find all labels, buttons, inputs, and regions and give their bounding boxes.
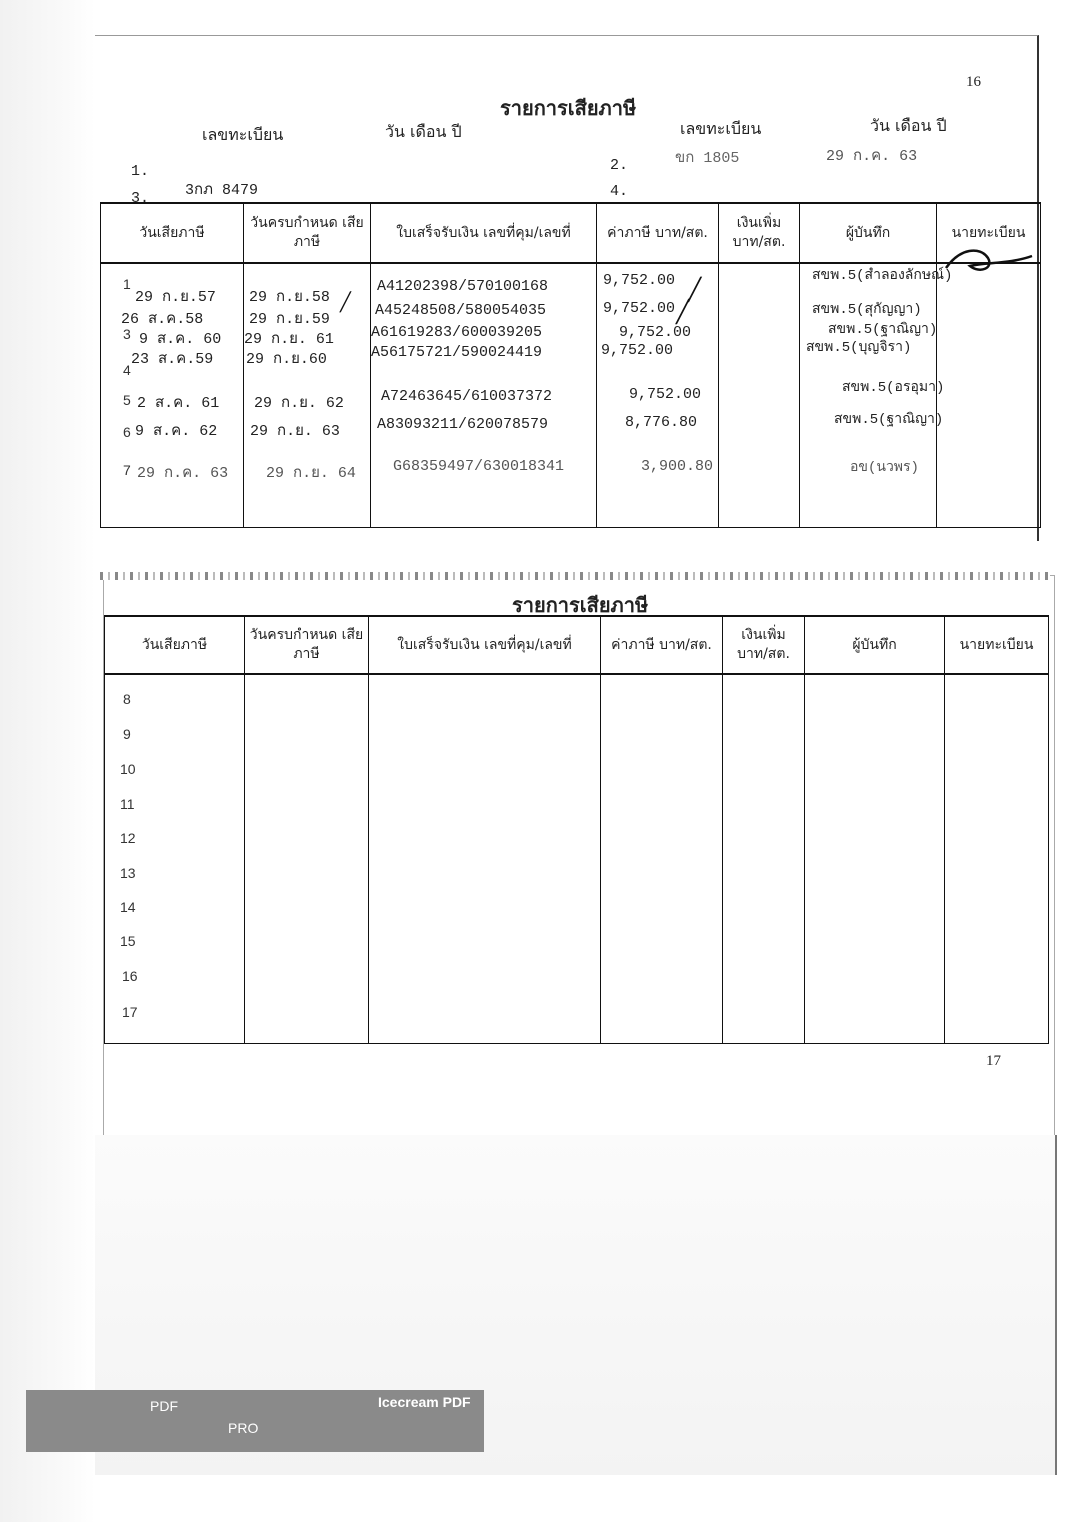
- page-title: รายการเสียภาษี: [500, 96, 637, 120]
- surcharge-column: [723, 674, 805, 1044]
- row-number: 1: [123, 276, 131, 292]
- row-number: 9: [123, 726, 131, 742]
- receipt-column: [371, 263, 597, 527]
- watermark-pdf-text: PDF: [150, 1398, 178, 1414]
- paid-date-column: [105, 674, 245, 1044]
- recorder-name: สขพ.5(อรอุมา): [842, 380, 945, 396]
- watermark-brand-text: Icecream PDF: [378, 1394, 471, 1410]
- registrar-signature-icon: [940, 244, 1036, 278]
- row-number: 12: [120, 830, 136, 846]
- receipt-number: A45248508/580054035: [375, 302, 547, 319]
- paid-date-column: [101, 263, 244, 527]
- tax-ledger-table-top: [100, 202, 1041, 528]
- slot-2-label: 2.: [610, 157, 629, 174]
- due-date: 29 ก.ย.59: [249, 311, 330, 328]
- checkmark-icon: ╱: [340, 292, 351, 313]
- slot-2-registration: ขก 1805: [675, 150, 740, 167]
- recorder-name: สขพ.5(บุญจิรา): [806, 340, 912, 356]
- row-number: 15: [120, 933, 136, 949]
- col-header-surcharge: เงินเพิ่ม บาท/สต.: [723, 616, 805, 674]
- row-number: 11: [120, 796, 135, 812]
- recorder-column: [805, 674, 945, 1044]
- col-header-recorder: ผู้บันทึก: [805, 616, 945, 674]
- paid-date: 2 ส.ค. 61: [137, 395, 220, 412]
- receipt-column: [369, 674, 601, 1044]
- col-header-receipt: ใบเสร็จรับเงิน เลขที่คุม/เลขที่: [371, 203, 597, 263]
- tax-amount: 9,752.00: [619, 324, 692, 341]
- row-number: 6: [123, 424, 131, 440]
- right-registration-label: เลขทะเบียน: [680, 119, 762, 138]
- receipt-number: A41202398/570100168: [377, 278, 549, 295]
- recorder-name: สขพ.5(สุกัญญา): [812, 302, 922, 318]
- left-registration-label: เลขทะเบียน: [202, 125, 284, 144]
- slot-3-registration: 3กภ 8479: [185, 182, 258, 199]
- due-date: 29 ก.ย.58: [249, 289, 330, 306]
- tax-amount: 8,776.80: [625, 414, 698, 431]
- col-header-tax: ค่าภาษี บาท/สต.: [597, 203, 719, 263]
- col-header-receipt: ใบเสร็จรับเงิน เลขที่คุม/เลขที่: [369, 616, 601, 674]
- scan-edge: [0, 0, 95, 1522]
- recorder-name: สขพ.5(สำลองลักษณ์): [812, 268, 953, 284]
- tax-amount: 3,900.80: [641, 458, 714, 475]
- tax-amount: 9,752.00: [629, 386, 702, 403]
- paid-date: 9 ส.ค. 60: [139, 331, 222, 348]
- recorder-name: อข(นวพร): [850, 460, 919, 476]
- page-title: รายการเสียภาษี: [512, 593, 649, 617]
- receipt-number: G68359497/630018341: [393, 458, 565, 475]
- row-number: 7: [123, 462, 131, 478]
- row-number: 17: [122, 1004, 138, 1020]
- paid-date: 9 ส.ค. 62: [135, 423, 218, 440]
- surcharge-amount: [719, 264, 800, 286]
- due-date: 29 ก.ย. 63: [250, 423, 340, 440]
- tax-column: [601, 674, 723, 1044]
- slot-4-label: 4.: [610, 183, 629, 200]
- col-header-paid-date: วันเสียภาษี: [105, 616, 245, 674]
- col-header-due-date: วันครบกำหนด เสียภาษี: [244, 203, 371, 263]
- recorder-column: [800, 263, 953, 527]
- tax-amount: 9,752.00: [603, 272, 676, 289]
- checkmark-icon: ╱: [676, 300, 690, 325]
- tax-amount: 9,752.00: [603, 300, 676, 317]
- paid-date: 23 ส.ค.59: [131, 351, 214, 368]
- col-header-recorder: ผู้บันทึก: [800, 203, 937, 263]
- due-date-column: [244, 263, 371, 527]
- registrar-column: [945, 674, 1049, 1044]
- surcharge-column: [719, 263, 800, 527]
- col-header-registrar: นายทะเบียน: [937, 203, 1041, 263]
- paid-date: 29 ก.ย.57: [135, 289, 216, 306]
- page-tear-line: [100, 572, 1050, 580]
- paid-date: 26 ส.ค.58: [121, 311, 204, 328]
- receipt-number: A61619283/600039205: [371, 324, 543, 341]
- pdf-watermark: [26, 1390, 484, 1452]
- row-number: 8: [123, 691, 131, 707]
- row-number: 5: [123, 392, 131, 408]
- row-number: 3: [123, 326, 131, 342]
- right-date-label: วัน เดือน ปี: [870, 116, 947, 135]
- due-date: 29 ก.ย. 64: [266, 465, 356, 482]
- paid-date: 29 ก.ค. 63: [137, 465, 229, 482]
- due-date: 29 ก.ย. 62: [254, 395, 344, 412]
- page-number: 17: [986, 1053, 1001, 1069]
- left-date-label: วัน เดือน ปี: [385, 122, 462, 141]
- receipt-number: A56175721/590024419: [371, 344, 543, 361]
- due-date: 29 ก.ย.60: [246, 351, 327, 368]
- registrar-column: [937, 263, 1041, 527]
- receipt-number: A83093211/620078579: [377, 416, 549, 433]
- due-date: 29 ก.ย. 61: [244, 331, 334, 348]
- col-header-registrar: นายทะเบียน: [945, 616, 1049, 674]
- checkmark-icon: ╱: [688, 278, 702, 303]
- tax-ledger-table-bottom: [104, 615, 1049, 1044]
- col-header-surcharge: เงินเพิ่ม บาท/สต.: [719, 203, 800, 263]
- recorder-name: สขพ.5(ฐาณิญา): [828, 322, 938, 338]
- tax-amount: 9,752.00: [601, 342, 674, 359]
- watermark-pro-text: PRO: [228, 1420, 259, 1436]
- receipt-number: A72463645/610037372: [381, 388, 553, 405]
- row-number: 4: [123, 362, 131, 378]
- col-header-paid-date: วันเสียภาษี: [101, 203, 244, 263]
- slot-3-label: 3.: [131, 190, 150, 207]
- col-header-tax: ค่าภาษี บาท/สต.: [601, 616, 723, 674]
- slot-1-label: 1.: [131, 163, 150, 180]
- due-date-column: [245, 674, 369, 1044]
- row-number: 13: [120, 865, 136, 881]
- row-number: 10: [120, 761, 136, 777]
- row-number: 14: [120, 899, 136, 915]
- recorder-name: สขพ.5(ฐาณิญา): [834, 412, 944, 428]
- page-number: 16: [966, 74, 981, 90]
- row-number: 16: [122, 968, 138, 984]
- col-header-due-date: วันครบกำหนด เสียภาษี: [245, 616, 369, 674]
- slot-2-date: 29 ก.ค. 63: [826, 148, 918, 165]
